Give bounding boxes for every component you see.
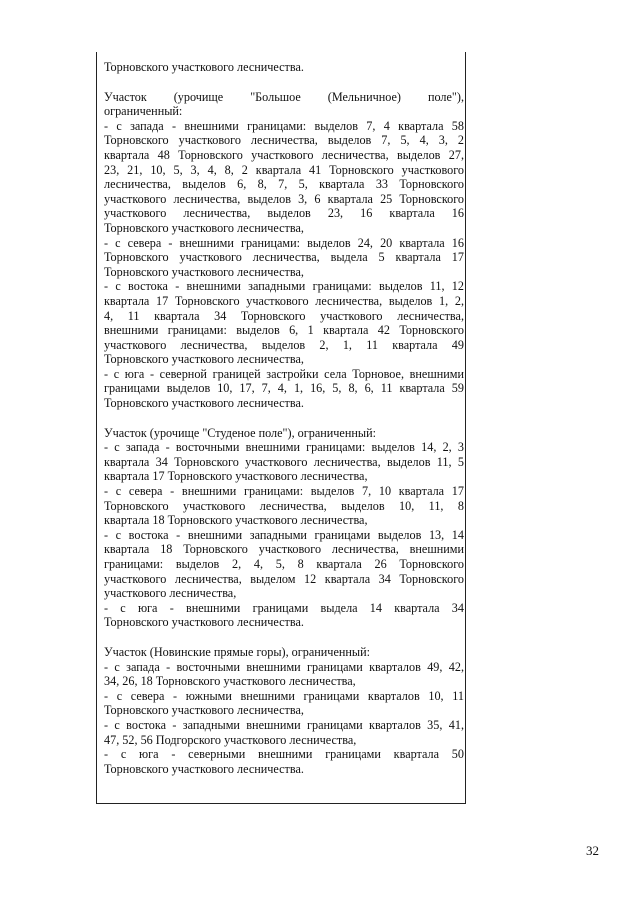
text-line: квартала 17 Торновского участкового лесничества,	[104, 469, 368, 484]
text-line: квартала 18 Торновского участкового лесничества, внешними	[104, 542, 464, 557]
text-line: 4, 11 квартала 34 Торновского участкового лесничества,	[104, 308, 464, 323]
text-line: Торновского участкового лесничества.	[104, 761, 304, 776]
text-block-studenoe-pole	[104, 426, 464, 630]
text-line: квартала 18 Торновского участкового лесничества,	[104, 513, 368, 528]
text-line: участкового лесничества,	[104, 586, 237, 601]
text-line: Торновского участкового лесничества,	[104, 264, 304, 279]
text-line: - с юга - внешними границами выдела 14 квартала 34	[104, 600, 464, 615]
text-line: - с востока - западными внешними границами кварталов 35, 41,	[104, 717, 464, 732]
text-line: 34, 26, 18 Торновского участкового лесничества,	[104, 674, 356, 689]
text-line: - с севера - внешними границами: выделов 24, 20 квартала 16	[104, 235, 464, 250]
text-line: Торновского участкового лесничества, выдела 5 квартала 17	[104, 250, 464, 265]
text-line: ограниченный:	[104, 104, 183, 119]
text-line: Торновского участкового лесничества,	[104, 703, 304, 718]
text-line: Участок (урочище "Большое (Мельничное) поле"),	[104, 89, 464, 104]
text-line: - с севера - южными внешними границами кварталов 10, 11	[104, 688, 464, 703]
text-block-novinskie-gory	[104, 645, 464, 776]
text-line: Торновского участкового лесничества, выделов 7, 5, 4, 3, 2	[104, 133, 464, 148]
text-line: 23, 21, 10, 5, 3, 4, 8, 2 квартала 41 Торновского участкового	[104, 162, 464, 177]
text-line: участкового лесничества, выделов 23, 16 квартала 16	[104, 206, 464, 221]
text-line: квартала 17 Торновского участкового лесничества, выделов 1, 2,	[104, 293, 464, 308]
text-line: Торновского участкового лесничества.	[104, 396, 304, 411]
text-line: - с юга - северной границей застройки села Торновое, внешними	[104, 366, 464, 381]
text-line: границами: выделов 2, 4, 5, 8 квартала 26 Торновского	[104, 557, 464, 571]
text-line: квартала 48 Торновского участкового лесничества, выделов 27,	[104, 147, 464, 162]
text-line: Торновского участкового лесничества.	[104, 60, 304, 74]
text-line: - с юга - северными внешними границами квартала 50	[104, 747, 464, 762]
text-line: границами выделов 10, 17, 7, 4, 1, 16, 5, 8, 6, 11 квартала 59	[104, 381, 464, 396]
text-line: лесничества, выделов 6, 8, 7, 5, квартала 33 Торновского	[104, 177, 464, 192]
document-body	[104, 60, 464, 791]
text-line: - с востока - внешними западными границами выделов 13, 14	[104, 527, 464, 542]
text-line: Торновского участкового лесничества,	[104, 352, 304, 367]
text-line: Участок (Новинские прямые горы), ограниченный:	[104, 644, 370, 659]
text-line: - с запада - внешними границами: выделов 7, 4 квартала 58	[104, 118, 464, 133]
text-line: 47, 52, 56 Подгорского участкового лесничества,	[104, 732, 357, 747]
text-line: - с запада - восточными внешними границами: выделов 14, 2, 3	[104, 440, 464, 455]
text-line: - с запада - восточными внешними границами кварталов 49, 42,	[104, 659, 464, 674]
text-line: внешними границами: выделов 6, 1 квартала 42 Торновского	[104, 323, 464, 338]
text-line: - с севера - внешними границами: выделов 7, 10 квартала 17	[104, 484, 464, 499]
text-line: участкового лесничества, выделов 2, 1, 11 квартала 49	[104, 337, 464, 352]
text-line: Торновского участкового лесничества.	[104, 615, 304, 630]
text-line: участкового лесничества, выделов 3, 6 квартала 25 Торновского	[104, 191, 464, 206]
text-line: участкового лесничества, выделом 12 квартала 34 Торновского	[104, 571, 464, 586]
text-line: Торновского участкового лесничества,	[104, 220, 304, 235]
text-block-bolshoe-pole	[104, 90, 464, 411]
page-number: 32	[586, 843, 599, 858]
text-block-1	[104, 60, 464, 75]
text-line: - с востока - внешними западными границами: выделов 11, 12	[104, 279, 464, 294]
text-line: Участок (урочище "Студеное поле"), ограниченный:	[104, 425, 376, 440]
text-line: квартала 34 Торновского участкового лесничества, выделов 11, 5	[104, 454, 464, 469]
text-line: Торновского участкового лесничества, выделов 10, 11, 8	[104, 498, 464, 513]
